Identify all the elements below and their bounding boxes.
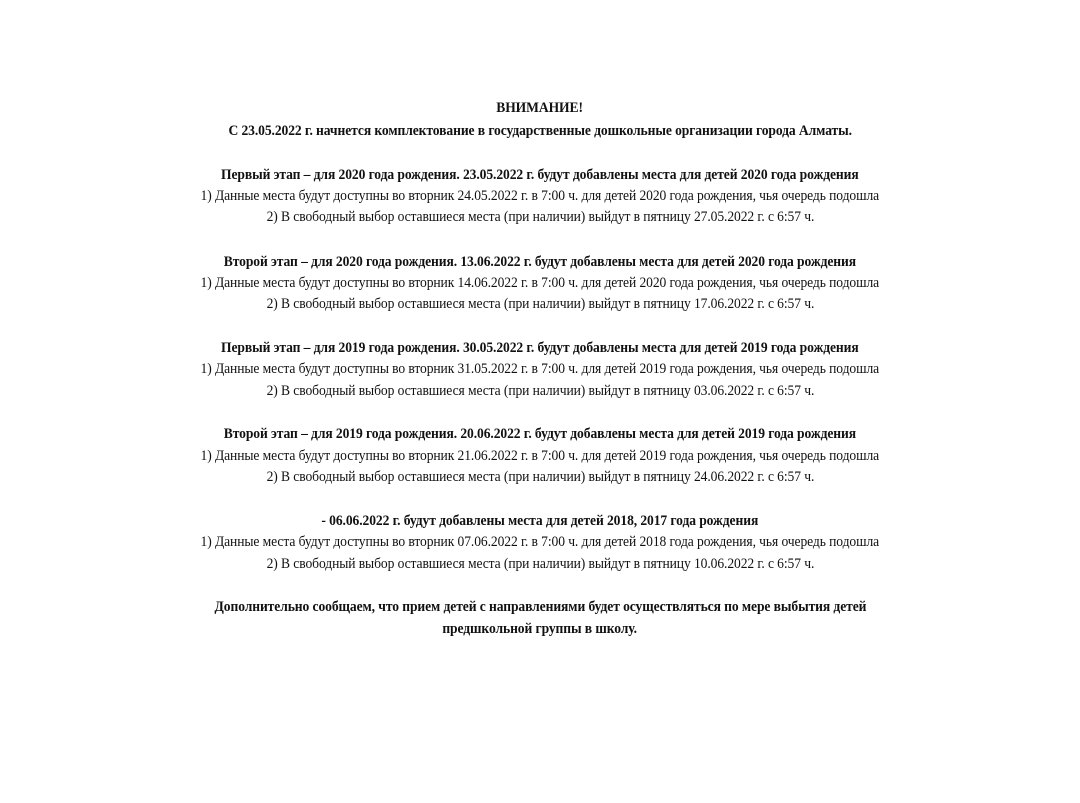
section-heading-text: Первый этап – для 2019 года рождения. 30.05.2022 г. будут добавлены места для детей 2019 года рождения xyxy=(221,340,859,356)
announcement-intro xyxy=(0,122,1080,140)
intro-text: С 23.05.2022 г. начнется комплектование в государственные дошкольные организации города Алматы. xyxy=(228,123,852,139)
section-item-text: 2) В свободный выбор оставшиеся места (при наличии) выйдут в пятницу 27.05.2022 г. с 6:57 ч. xyxy=(266,209,814,225)
section-heading xyxy=(0,339,1080,357)
title-text: ВНИМАНИЕ! xyxy=(496,100,584,116)
section-item-text: 1) Данные места будут доступны во вторник 21.06.2022 г. в 7:00 ч. для детей 2019 года рождения, чья очередь подошла xyxy=(200,448,880,464)
section-item xyxy=(0,360,1080,378)
section-item-text: 2) В свободный выбор оставшиеся места (при наличии) выйдут в пятницу 24.06.2022 г. с 6:57 ч. xyxy=(266,469,814,485)
section-item xyxy=(0,468,1080,486)
footer-note xyxy=(0,598,1080,616)
announcement-title xyxy=(0,99,1080,117)
footer-note-text: предшкольной группы в школу. xyxy=(442,621,638,637)
footer-note xyxy=(0,620,1080,638)
section-item-text: 1) Данные места будут доступны во вторник 14.06.2022 г. в 7:00 ч. для детей 2020 года рождения, чья очередь подошла xyxy=(200,275,880,291)
section-item-text: 2) В свободный выбор оставшиеся места (при наличии) выйдут в пятницу 03.06.2022 г. с 6:57 ч. xyxy=(266,383,814,399)
section-heading-text: Второй этап – для 2019 года рождения. 20.06.2022 г. будут добавлены места для детей 2019 года рождения xyxy=(223,426,857,442)
section-heading xyxy=(0,512,1080,530)
section-item xyxy=(0,208,1080,226)
section-item-text: 2) В свободный выбор оставшиеся места (при наличии) выйдут в пятницу 17.06.2022 г. с 6:57 ч. xyxy=(266,296,814,312)
section-heading-text: - 06.06.2022 г. будут добавлены места для детей 2018, 2017 года рождения xyxy=(321,513,759,529)
section-item xyxy=(0,533,1080,551)
section-heading-text: Первый этап – для 2020 года рождения. 23.05.2022 г. будут добавлены места для детей 2020 года рождения xyxy=(221,167,859,183)
section-item xyxy=(0,382,1080,400)
section-item xyxy=(0,274,1080,292)
section-item xyxy=(0,295,1080,313)
footer-note-text: Дополнительно сообщаем, что прием детей с направлениями будет осуществляться по мере выбытия детей xyxy=(214,599,866,615)
section-item xyxy=(0,447,1080,465)
section-heading xyxy=(0,166,1080,184)
section-item xyxy=(0,187,1080,205)
section-heading-text: Второй этап – для 2020 года рождения. 13.06.2022 г. будут добавлены места для детей 2020 года рождения xyxy=(223,254,857,270)
section-item-text: 1) Данные места будут доступны во вторник 31.05.2022 г. в 7:00 ч. для детей 2019 года рождения, чья очередь подошла xyxy=(200,361,880,377)
section-heading xyxy=(0,253,1080,271)
section-item-text: 1) Данные места будут доступны во вторник 24.05.2022 г. в 7:00 ч. для детей 2020 года рождения, чья очередь подошла xyxy=(200,188,880,204)
section-item xyxy=(0,555,1080,573)
section-item-text: 2) В свободный выбор оставшиеся места (при наличии) выйдут в пятницу 10.06.2022 г. с 6:57 ч. xyxy=(266,556,814,572)
section-heading xyxy=(0,425,1080,443)
section-item-text: 1) Данные места будут доступны во вторник 07.06.2022 г. в 7:00 ч. для детей 2018 года рождения, чья очередь подошла xyxy=(200,534,880,550)
